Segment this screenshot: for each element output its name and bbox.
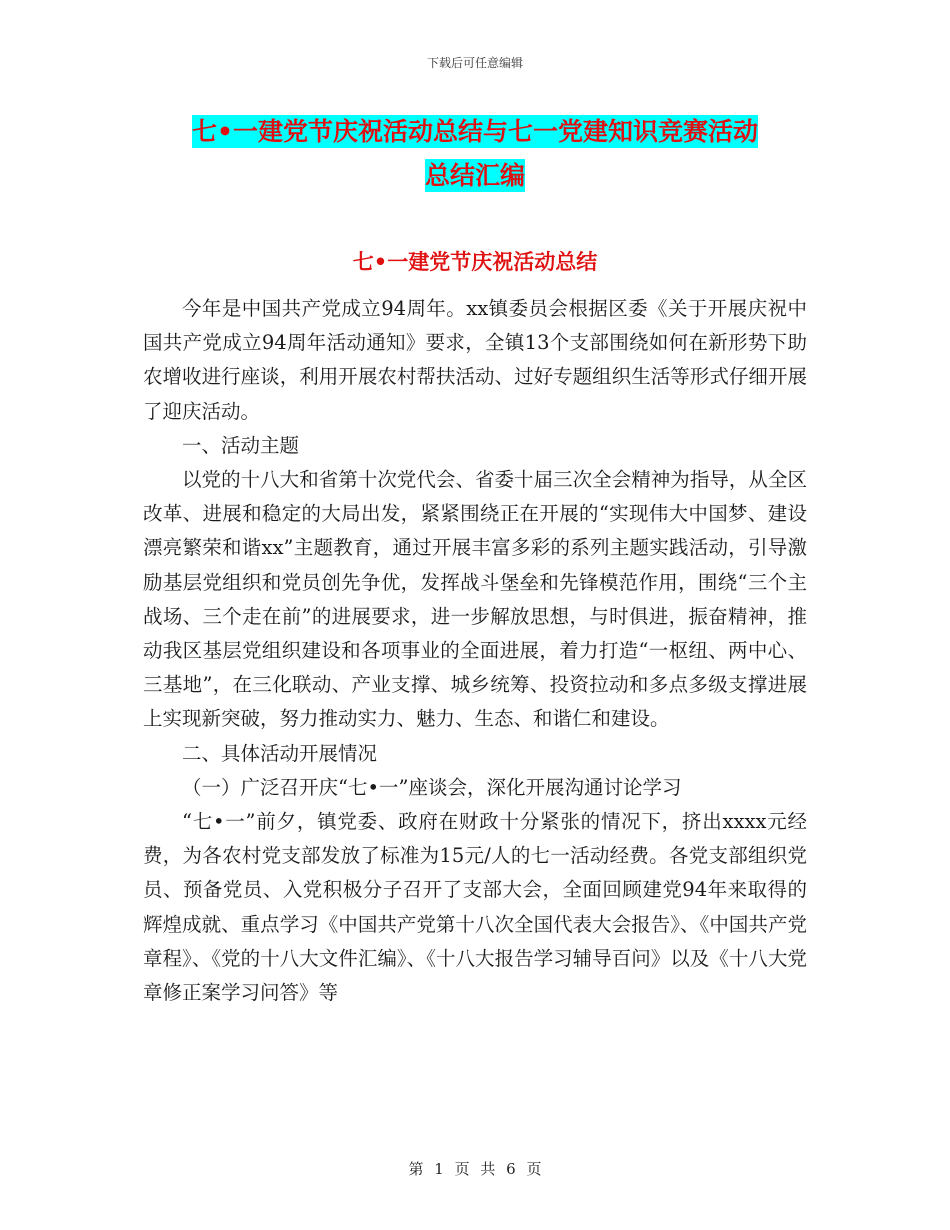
document-title-line-1: 七•一建党节庆祝活动总结与七一党建知识竞赛活动 [192, 117, 758, 146]
paragraph-intro: 今年是中国共产党成立94周年。xx镇委员会根据区委《关于开展庆祝中国共产党成立94周年活动通知》要求，全镇13个支部围绕如何在新形势下助农增收进行座谈，利用开展农村帮扶活动、过好专题组织生活等形式仔细开展了迎庆活动。 [143, 297, 807, 423]
paragraph-activity-theme: 以党的十八大和省第十次党代会、省委十届三次全会精神为指导，从全区改革、进展和稳定的大局出发，紧紧围绕正在开展的“实现伟大中国梦、建设漂亮繁荣和谐xx”主题教育，通过开展丰富多彩的系列主题实践活动，引导激励基层党组织和党员创先争优，发挥战斗堡垒和先锋模范作用，围绕“三个主战场、三个走在前”的进展要求，进一步解放思想，与时俱进，振奋精神，推动我区基层党组织建设和各项事业的全面进展，着力打造“一枢纽、两中心、三基地”，在三化联动、产业支撑、城乡统筹、投资拉动和多点多级支撑进展上实现新突破，努力推动实力、魅力、生态、和谐仁和建设。 [143, 468, 807, 731]
heading-activity-theme: 一、活动主题 [182, 433, 300, 457]
paragraph-symposium: “七•一”前夕，镇党委、政府在财政十分紧张的情况下，挤出xxxx元经费，为各农村党支部发放了标准为15元/人的七一活动经费。各党支部组织党员、预备党员、入党积极分子召开了支部大会，全面回顾建党94年来取得的辉煌成就、重点学习《中国共产党第十八次全国代表大会报告》、《中国共产党章程》、《党的十八大文件汇编》、《十八大报告学习辅导百问》以及《十八大党章修正案学习问答》等 [143, 810, 807, 1005]
page-number-footer: 第 1 页 共 6 页 [408, 1160, 542, 1178]
page-header-note: 下载后可任意编辑 [426, 56, 523, 70]
subheading-symposium: （一）广泛召开庆“七•一”座谈会，深化开展沟通讨论学习 [182, 775, 682, 799]
section-title: 七•一建党节庆祝活动总结 [352, 250, 598, 274]
document-title-line-2: 总结汇编 [424, 161, 525, 190]
document-title [140, 110, 810, 198]
document-body [143, 292, 807, 1010]
heading-activity-details: 二、具体活动开展情况 [182, 741, 378, 765]
